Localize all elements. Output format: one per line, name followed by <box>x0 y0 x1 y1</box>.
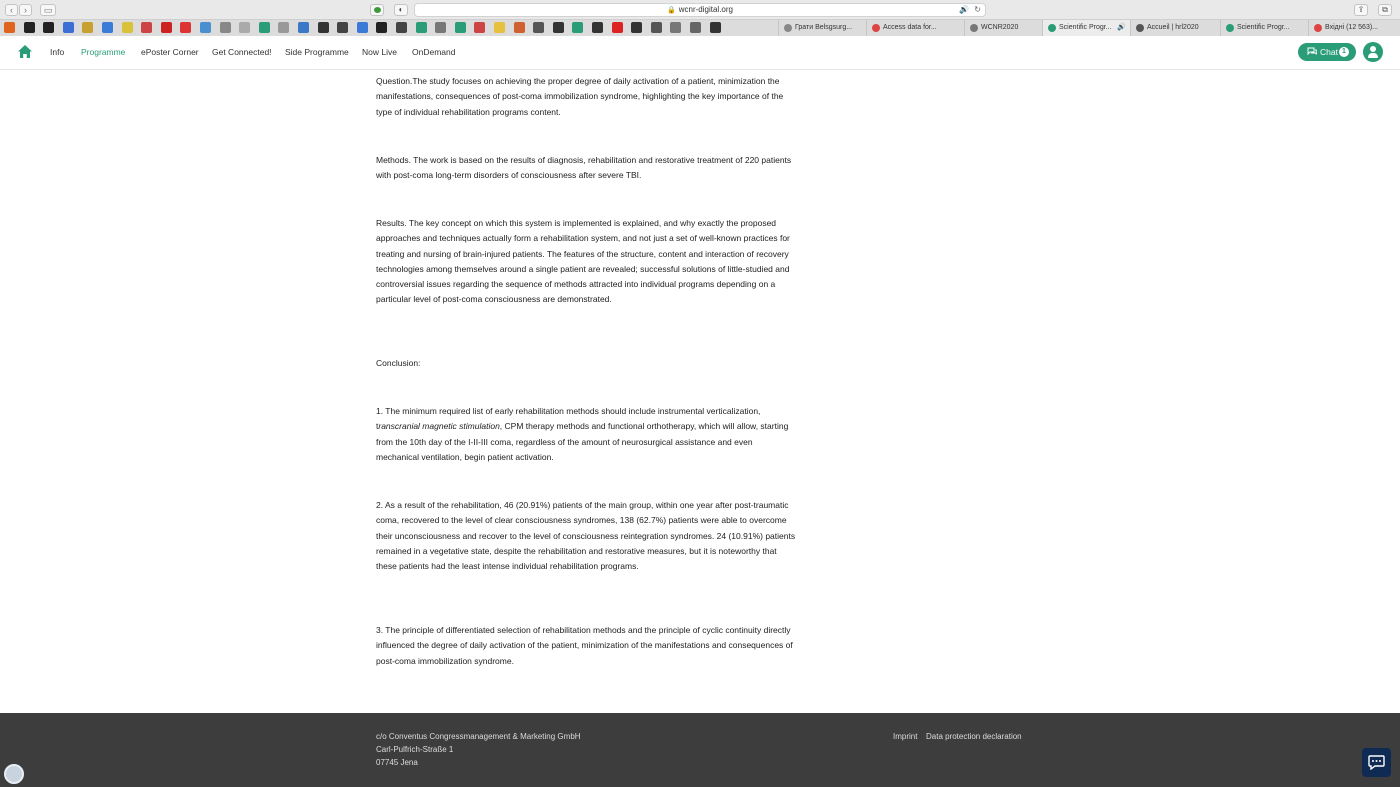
pinned-tab-favicon-icon[interactable] <box>553 22 564 33</box>
tab-favicon-icon <box>1226 24 1234 32</box>
browser-tab[interactable] <box>778 20 866 36</box>
nav-now-live[interactable]: Now Live <box>362 47 397 57</box>
nav-ondemand[interactable]: OnDemand <box>412 47 456 57</box>
browser-tab[interactable] <box>1042 20 1130 36</box>
live-chat-widget-button[interactable] <box>1362 748 1391 777</box>
pinned-tab-favicon-icon[interactable] <box>278 22 289 33</box>
pinned-tab-favicon-icon[interactable] <box>200 22 211 33</box>
tab-favicon-icon <box>1314 24 1322 32</box>
privacy-extension-icon[interactable]: ◐ <box>394 4 408 16</box>
sidebar-toggle-icon[interactable]: ▭ <box>40 4 56 16</box>
evernote-extension-icon[interactable] <box>370 4 384 16</box>
nav-info[interactable]: Info <box>50 47 65 57</box>
tab-bar <box>0 19 1400 36</box>
tab-label: Access data for... <box>883 24 937 31</box>
pinned-tab-favicon-icon[interactable] <box>455 22 466 33</box>
browser-tab[interactable] <box>1220 20 1308 36</box>
nav-programme[interactable]: Programme <box>81 47 126 57</box>
pinned-tab-favicon-icon[interactable] <box>592 22 603 33</box>
point1-text-b: , CPM therapy methods and functional orthotherapy, which will allow, starting from the 10th day of the I-II-III coma, regardless of the amount of neurosurgical assistance and even mechanical ventilation, begin patient activation. <box>376 421 789 462</box>
pinned-tab-favicon-icon[interactable] <box>572 22 583 33</box>
nav-get-connected[interactable]: Get Connected! <box>212 47 272 57</box>
url-text: wcnr-digital.org <box>678 5 733 14</box>
conclusion-point-1 <box>376 404 796 465</box>
pinned-tab-favicon-icon[interactable] <box>357 22 368 33</box>
tab-label: Грати Belsgsurg... <box>795 24 853 31</box>
pinned-tab-favicon-icon[interactable] <box>612 22 623 33</box>
user-avatar-icon[interactable] <box>1363 42 1383 62</box>
browser-toolbar <box>0 0 1400 19</box>
pinned-tab-favicon-icon[interactable] <box>533 22 544 33</box>
forward-button[interactable]: › <box>19 4 32 16</box>
nav-side-programme[interactable]: Side Programme <box>285 47 349 57</box>
lock-icon: 🔒 <box>667 7 676 14</box>
question-paragraph: Question.The study focuses on achieving the proper degree of daily activation of a patient, minimization the manifestations, consequences of post-coma immobilization syndrome, highlighting the key importance of the type of individual rehabilitation programs content. <box>376 76 784 117</box>
browser-tab[interactable] <box>964 20 1042 36</box>
methods-paragraph: Methods. The work is based on the results of diagnosis, rehabilitation and restorative treatment of 220 patients with post-coma long-term disorders of consciousness after severe TBI. <box>376 155 792 181</box>
audio-icon[interactable]: 🔊 <box>959 5 969 14</box>
pinned-tab-favicon-icon[interactable] <box>690 22 701 33</box>
chat-icon <box>1307 47 1317 56</box>
pinned-tab-favicon-icon[interactable] <box>298 22 309 33</box>
browser-chrome <box>0 0 1400 36</box>
pinned-tab-favicon-icon[interactable] <box>141 22 152 33</box>
nav-eposter-corner[interactable]: ePoster Corner <box>141 47 199 57</box>
conclusion-point-3: 3. The principle of differentiated selection of rehabilitation methods and the principle of cyclic continuity directly influenced the degree of daily activation of the patient, minimization of the manifestations and consequences of post-coma immobilization syndrome. <box>376 625 793 666</box>
pinned-tab-favicon-icon[interactable] <box>631 22 642 33</box>
share-icon[interactable]: ⇪ <box>1354 4 1368 16</box>
chat-button[interactable] <box>1298 43 1356 61</box>
pinned-tab-favicon-icon[interactable] <box>416 22 427 33</box>
chat-bubble-icon <box>1368 755 1385 770</box>
tab-label: Scientific Progr... <box>1237 24 1290 31</box>
tab-favicon-icon <box>1048 24 1056 32</box>
pinned-tab-favicon-icon[interactable] <box>318 22 329 33</box>
footer-address-line3: 07745 Jena <box>376 758 418 767</box>
tab-label: Вхідні (12 563)... <box>1325 24 1379 31</box>
pinned-tab-favicon-icon[interactable] <box>102 22 113 33</box>
data-protection-link[interactable]: Data protection declaration <box>926 732 1022 741</box>
point1-emphasis: ranscranial magnetic stimulation <box>378 421 500 432</box>
pinned-tab-favicon-icon[interactable] <box>651 22 662 33</box>
reload-icon[interactable]: ↻ <box>974 5 981 14</box>
pinned-tab-favicon-icon[interactable] <box>220 22 231 33</box>
chat-label: Chat <box>1320 47 1338 57</box>
footer-address-line1: c/o Conventus Congressmanagement & Marketing GmbH <box>376 732 581 741</box>
tab-favicon-icon <box>1136 24 1144 32</box>
pinned-tab-favicon-icon[interactable] <box>82 22 93 33</box>
address-bar[interactable] <box>414 3 986 17</box>
pinned-tab-favicon-icon[interactable] <box>494 22 505 33</box>
pinned-tab-favicon-icon[interactable] <box>259 22 270 33</box>
home-icon[interactable] <box>17 44 33 60</box>
pinned-tab-favicon-icon[interactable] <box>4 22 15 33</box>
pinned-tab-favicon-icon[interactable] <box>43 22 54 33</box>
tab-audio-icon[interactable]: 🔊 <box>1117 24 1126 31</box>
conclusion-point-2: 2. As a result of the rehabilitation, 46 (20.91%) patients of the main group, within one year after post-traumatic coma, recovered to the level of clear consciousness syndromes, 138 (62.7%) patients were able to overcome their unconsciousness and recover to the level of consciousness reintegration syndromes. 24 (10.91%) patients remained in a vegetative state, despite the rehabilitation and restorative measures, but it is noteworthy that these patients had the least intense individual rehabilitation programs. <box>376 500 796 572</box>
pinned-tab-favicon-icon[interactable] <box>24 22 35 33</box>
pinned-tab-favicon-icon[interactable] <box>514 22 525 33</box>
point1-text-a: 1. The minimum required list of early rehabilitation methods should include instrumental verticalization, t <box>376 406 761 432</box>
browser-tab[interactable] <box>1308 20 1400 36</box>
pinned-tab-favicon-icon[interactable] <box>376 22 387 33</box>
tab-label: Accueil | hrl2020 <box>1147 24 1199 31</box>
site-header <box>0 36 1400 70</box>
pinned-tab-favicon-icon[interactable] <box>710 22 721 33</box>
pinned-tab-favicon-icon[interactable] <box>63 22 74 33</box>
pinned-tab-favicon-icon[interactable] <box>161 22 172 33</box>
results-paragraph: Results. The key concept on which this system is implemented is explained, and why exactly the proposed approaches and techniques actually form a rehabilitation system, and not just a set of well-known practices for treating and nursing of brain-injured patients. The features of the structure, content and interaction of recovery technologies among themselves around a single patient are revealed; successful solutions of little-studied and controversial issues regarding the sequence of methods attracted into individual programs depending on a particular level of post-coma consciousness are demonstrated. <box>376 218 790 305</box>
pinned-tab-favicon-icon[interactable] <box>670 22 681 33</box>
pinned-tab-favicon-icon[interactable] <box>435 22 446 33</box>
pinned-tab-favicon-icon[interactable] <box>396 22 407 33</box>
tab-overview-icon[interactable]: ⧉ <box>1378 4 1392 16</box>
footer-address-line2: Carl-Pulfrich-Straße 1 <box>376 745 454 754</box>
pinned-tab-favicon-icon[interactable] <box>337 22 348 33</box>
accessibility-avatar-icon[interactable] <box>4 764 24 784</box>
imprint-link[interactable]: Imprint <box>893 732 918 741</box>
pinned-tab-favicon-icon[interactable] <box>239 22 250 33</box>
browser-tab[interactable] <box>866 20 964 36</box>
pinned-tab-favicon-icon[interactable] <box>122 22 133 33</box>
site-footer <box>0 713 1400 787</box>
tab-favicon-icon <box>872 24 880 32</box>
tab-favicon-icon <box>784 24 792 32</box>
back-button[interactable]: ‹ <box>5 4 18 16</box>
pinned-tab-favicon-icon[interactable] <box>180 22 191 33</box>
chat-unread-badge: 1 <box>1339 47 1349 57</box>
browser-tab[interactable] <box>1130 20 1220 36</box>
tab-favicon-icon <box>970 24 978 32</box>
pinned-tab-favicon-icon[interactable] <box>474 22 485 33</box>
conclusion-heading: Conclusion: <box>376 358 421 368</box>
tab-label: Scientific Progr... <box>1059 24 1112 31</box>
tab-label: WCNR2020 <box>981 24 1019 31</box>
